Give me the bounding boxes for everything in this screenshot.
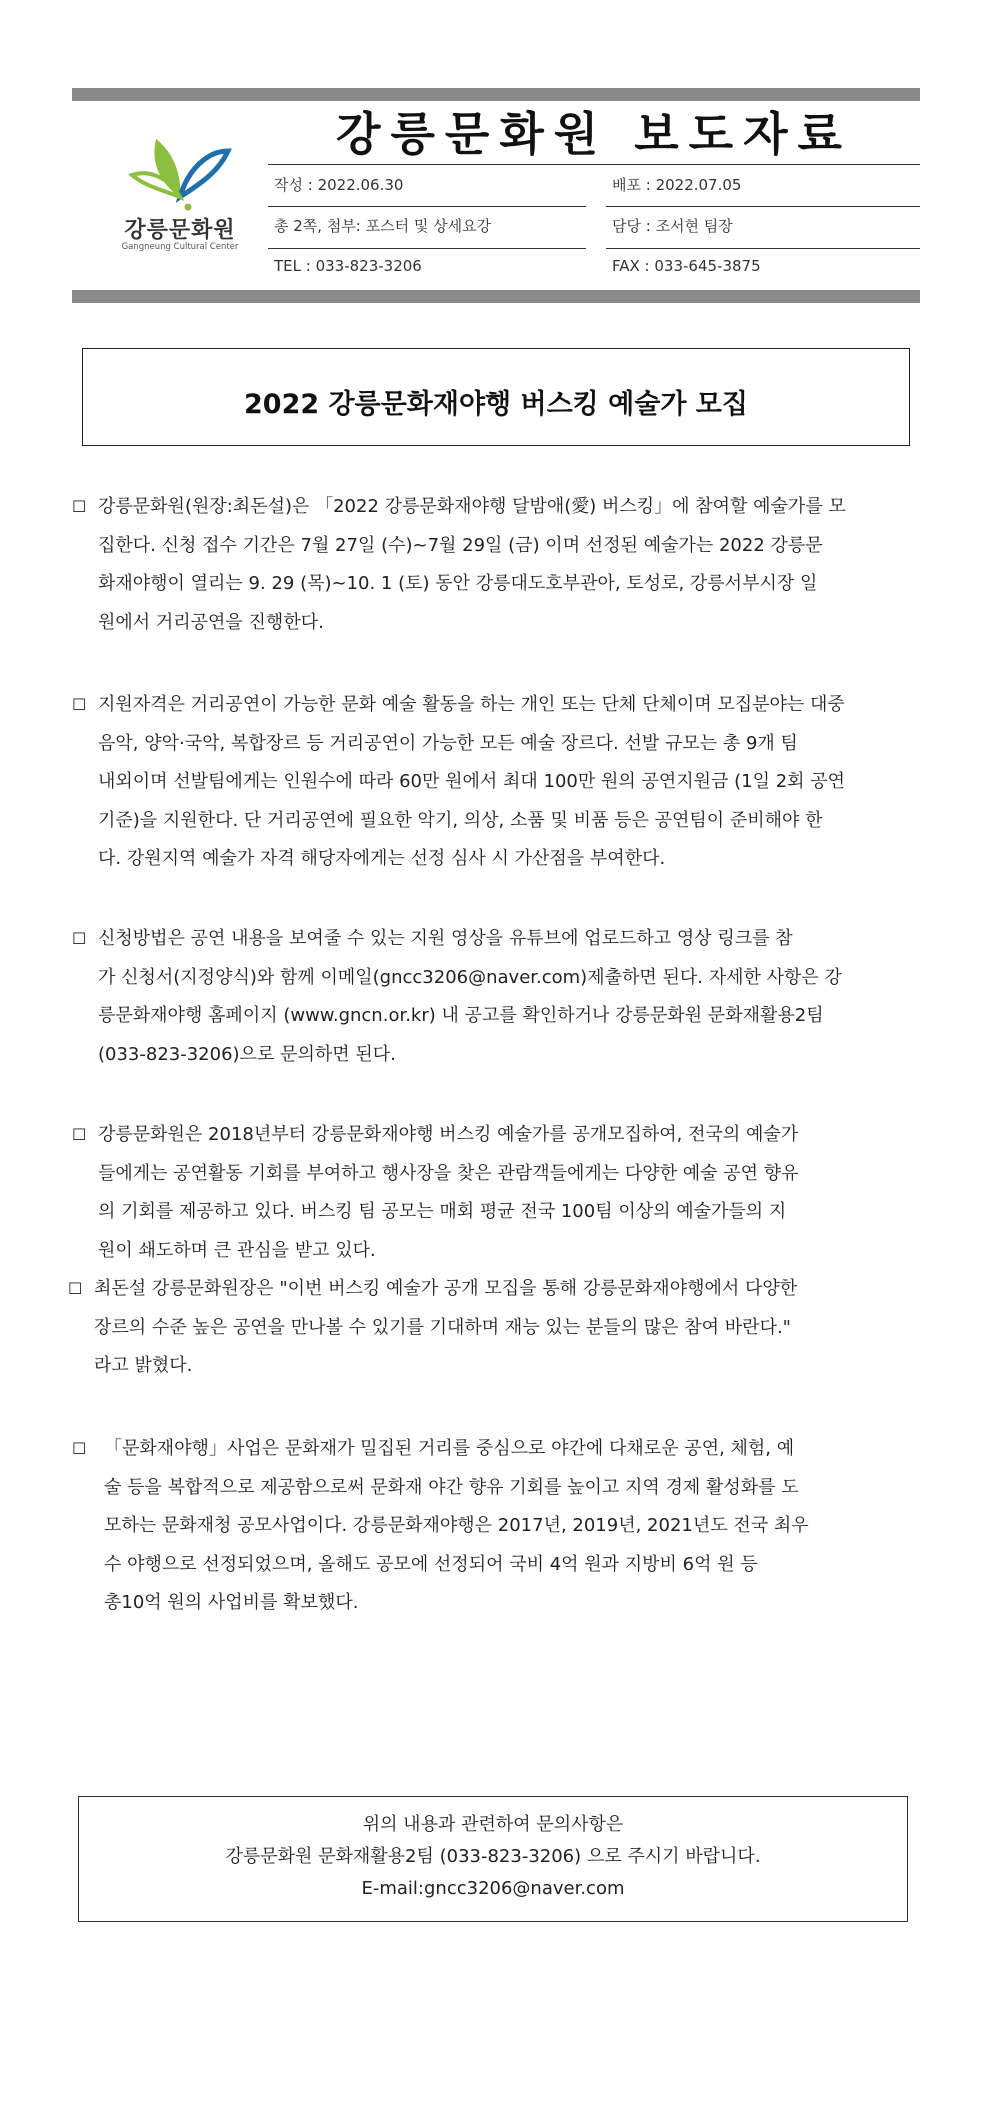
headline-box bbox=[82, 348, 910, 446]
checkbox-bullet-icon: ☐ bbox=[68, 1279, 83, 1298]
manager: 담당 : 조서현 팀장 bbox=[612, 217, 733, 235]
paragraph bbox=[72, 920, 920, 1074]
paragraph-line: 의 기회를 제공하고 있다. 버스킹 팀 공모는 매회 평균 전국 100팀 이상의 예술가들의 지 bbox=[98, 1201, 787, 1222]
contact-line: 강릉문화원 문화재활용2팀 (033-823-3206) 으로 주시기 바랍니다. bbox=[225, 1846, 761, 1867]
divider bbox=[268, 206, 586, 207]
paragraph-line: 들에게는 공연활동 기회를 부여하고 행사장을 찾은 관람객들에게는 다양한 예술 공연 향유 bbox=[98, 1162, 799, 1184]
paragraph-line: 신청방법은 공연 내용을 보여줄 수 있는 지원 영상을 유튜브에 업로드하고 영상 링크를 참 bbox=[98, 928, 793, 949]
paragraph-line: 다. 강원지역 예술가 자격 해당자에게는 선정 심사 시 가산점을 부여한다. bbox=[98, 848, 666, 869]
logo-org-name-en: Gangneung Cultural Center bbox=[121, 242, 239, 252]
paragraph bbox=[68, 1270, 916, 1386]
paragraph-line: 지원자격은 거리공연이 가능한 문화 예술 활동을 하는 개인 또는 단체 단체이며 모집분야는 대중 bbox=[98, 694, 845, 715]
paragraph-line: 내외이며 선발팀에게는 인원수에 따라 60만 원에서 최대 100만 원의 공연지원금 (1일 2회 공연 bbox=[98, 771, 846, 792]
written-date: 작성 : 2022.06.30 bbox=[274, 176, 404, 194]
divider bbox=[268, 248, 586, 249]
paragraph-line: 장르의 수준 높은 공연을 만나볼 수 있기를 기대하며 재능 있는 분들의 많은 참여 바란다." bbox=[94, 1316, 791, 1338]
divider bbox=[606, 248, 920, 249]
fax-number: FAX : 033-645-3875 bbox=[612, 257, 761, 275]
paragraph bbox=[72, 686, 920, 879]
paragraph-line: 「문화재야행」사업은 문화재가 밀집된 거리를 중심으로 야간에 다채로운 공연, 체험, 예 bbox=[104, 1438, 795, 1459]
paragraph-line: 가 신청서(지정양식)와 함께 이메일(gncc3206@naver.com)제출하면 된다. 자세한 사항은 강 bbox=[98, 966, 842, 988]
paragraph-line: 화재야행이 열리는 9. 29 (목)~10. 1 (토) 동안 강릉대도호부관아, 토성로, 강릉서부시장 일 bbox=[98, 573, 818, 594]
checkbox-bullet-icon: ☐ bbox=[72, 695, 87, 714]
paragraph-line: 모하는 문화재청 공모사업이다. 강릉문화재야행은 2017년, 2019년, 2021년도 전국 최우 bbox=[104, 1515, 809, 1536]
paragraph-line: 릉문화재야행 홈페이지 (www.gncn.or.kr) 내 공고를 확인하거나 강릉문화원 문화재활용2팀 bbox=[98, 1005, 824, 1026]
paragraph bbox=[72, 488, 920, 642]
paragraph bbox=[72, 1116, 920, 1270]
paragraph-line: 술 등을 복합적으로 제공함으로써 문화재 야간 향유 기회를 높이고 지역 경제 활성화를 도 bbox=[104, 1476, 799, 1498]
paragraph-line: 원이 쇄도하며 큰 관심을 받고 있다. bbox=[98, 1239, 376, 1261]
leaf-logo-icon bbox=[110, 125, 250, 215]
checkbox-bullet-icon: ☐ bbox=[72, 929, 87, 948]
paragraph-line: (033-823-3206)으로 문의하면 된다. bbox=[98, 1043, 396, 1065]
contact-email[interactable]: E-mail:gncc3206@naver.com bbox=[361, 1878, 625, 1899]
headline: 2022 강릉문화재야행 버스킹 예술가 모집 bbox=[244, 389, 748, 420]
document-title: 강릉문화원 보도자료 bbox=[336, 107, 852, 161]
paragraph-line: 강릉문화원은 2018년부터 강릉문화재야행 버스킹 예술가를 공개모집하여, 전국의 예술가 bbox=[98, 1124, 799, 1145]
contact-line: 위의 내용과 관련하여 문의사항은 bbox=[362, 1814, 624, 1835]
checkbox-bullet-icon: ☐ bbox=[72, 1125, 87, 1144]
checkbox-bullet-icon: ☐ bbox=[72, 1439, 87, 1458]
paragraph-line: 최돈설 강릉문화원장은 "이번 버스킹 예술가 공개 모집을 통해 강릉문화재야행에서 다양한 bbox=[94, 1278, 798, 1299]
paragraph-line: 수 야행으로 선정되었으며, 올해도 공모에 선정되어 국비 4억 원과 지방비 6억 원 등 bbox=[104, 1553, 758, 1575]
contact-box bbox=[78, 1796, 908, 1922]
paragraph-line: 집한다. 신청 접수 기간은 7월 27일 (수)~7월 29일 (금) 이며 선정된 예술가는 2022 강릉문 bbox=[98, 534, 823, 556]
paragraph-line: 원에서 거리공연을 진행한다. bbox=[98, 611, 324, 633]
divider bbox=[606, 206, 920, 207]
release-date: 배포 : 2022.07.05 bbox=[612, 176, 742, 194]
paragraph-line: 강릉문화원(원장:최돈설)은 「2022 강릉문화재야행 달밤애(愛) 버스킹」에 참여할 예술가를 모 bbox=[98, 496, 846, 517]
tel-number: TEL : 033-823-3206 bbox=[274, 257, 422, 275]
checkbox-bullet-icon: ☐ bbox=[72, 497, 87, 516]
header-bottom-bar bbox=[72, 290, 920, 303]
paragraph bbox=[72, 1430, 920, 1623]
org-logo bbox=[110, 125, 250, 265]
paragraph-line: 음악, 양악·국악, 복합장르 등 거리공연이 가능한 모든 예술 장르다. 선발 규모는 총 9개 팀 bbox=[98, 732, 798, 754]
page-count: 총 2쪽, 첨부: 포스터 및 상세요강 bbox=[274, 217, 492, 235]
divider bbox=[268, 164, 920, 165]
paragraph-line: 라고 밝혔다. bbox=[94, 1355, 193, 1376]
logo-org-name: 강릉문화원 bbox=[124, 218, 236, 243]
paragraph-line: 총10억 원의 사업비를 확보했다. bbox=[104, 1592, 359, 1613]
paragraph-line: 기준)을 지원한다. 단 거리공연에 필요한 악기, 의상, 소품 및 비품 등은 공연팀이 준비해야 한 bbox=[98, 809, 823, 831]
